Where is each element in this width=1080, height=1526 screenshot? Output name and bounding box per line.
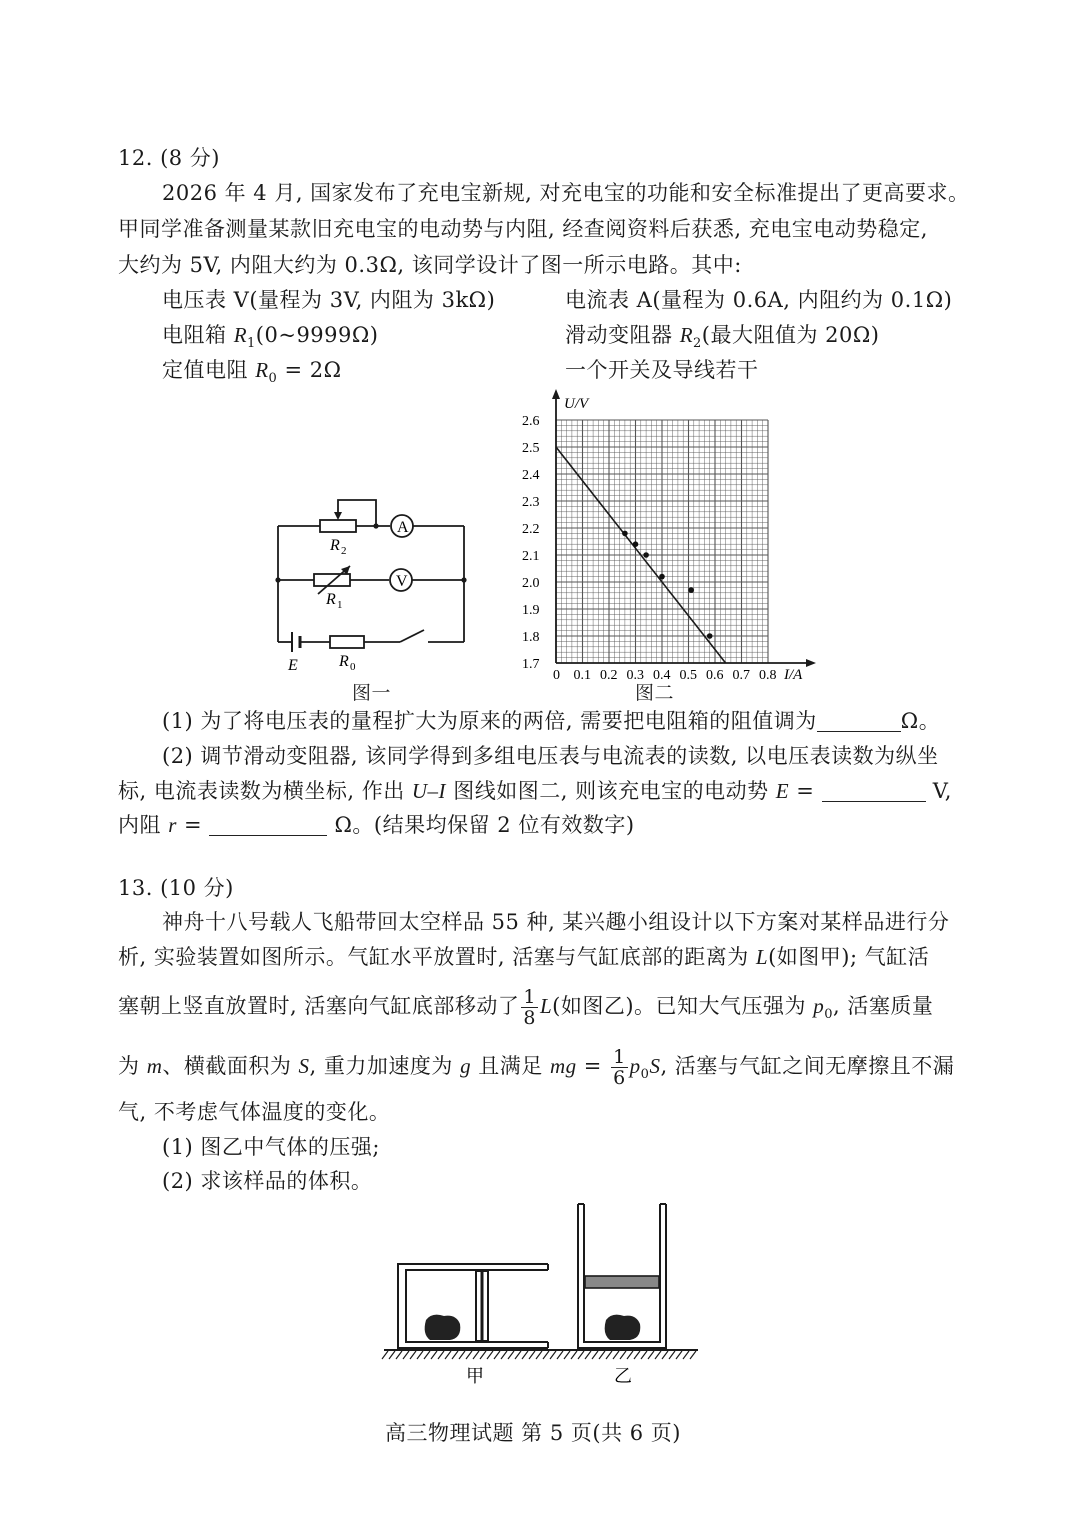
q13-sub2: (2) 求该样品的体积。: [162, 1169, 373, 1193]
x-tick-label: 0.7: [732, 668, 750, 683]
x-tick-label: 0.8: [759, 668, 777, 683]
y-tick-label: 1.7: [522, 657, 540, 672]
q12-sub2-line3: 内阻 r = Ω。(结果均保留 2 位有效数字): [118, 813, 635, 837]
x-axis-label: I/A: [784, 667, 803, 683]
q12-para2: 甲同学准备测量某款旧充电宝的电动势与内阻, 经查阅资料后获悉, 充电宝电动势稳定,: [118, 217, 928, 241]
cylinder-figure: [380, 1200, 710, 1395]
data-point: [659, 574, 665, 580]
rheostat-r2-symbol: [320, 520, 356, 532]
q12-heading: 12. (8 分): [118, 146, 220, 170]
y-tick-label: 2.4: [522, 468, 540, 483]
answer-blank-resistance[interactable]: [817, 709, 901, 732]
sample-jia: [425, 1315, 461, 1340]
data-point: [622, 531, 628, 537]
y-tick-label: 2.6: [522, 414, 540, 429]
y-axis-label: U/V: [564, 396, 589, 412]
r0-sub: 0: [350, 661, 356, 673]
y-tick-label: 2.5: [522, 441, 540, 456]
fig2-caption: 图二: [635, 682, 675, 704]
fig-jia-label: 甲: [466, 1366, 484, 1386]
x-tick-label: 0.3: [626, 668, 644, 683]
fig-yi-label: 乙: [614, 1366, 632, 1386]
q12-sub2-line2: 标, 电流表读数为横坐标, 作出 U–I 图线如图二, 则该充电宝的电动势 E = V,: [118, 779, 952, 803]
q12-para1: 2026 年 4 月, 国家发布了充电宝新规, 对充电宝的功能和安全标准提出了更高要求。: [162, 181, 970, 205]
data-point: [633, 541, 639, 547]
q13-para3: 塞朝上竖直放置时, 活塞向气缸底部移动了 $\frac{1}{8}$ L(如图乙)。已知大气压强为 $p_0$, 活塞质量: [118, 986, 934, 1029]
voltmeter-label: V: [396, 573, 408, 590]
r1-label: R: [326, 591, 336, 608]
r1-sub: 1: [337, 599, 343, 611]
y-tick-label: 2.1: [522, 549, 540, 564]
y-tick-label: 1.9: [522, 603, 540, 618]
ground-hatch: [382, 1351, 696, 1359]
x-tick-label: 0.2: [600, 668, 618, 683]
y-tick-label: 1.8: [522, 630, 540, 645]
cylinder-jia: [398, 1264, 548, 1348]
y-tick-label: 2.0: [522, 576, 540, 591]
q13-para4: 为 m、横截面积为 S, 重力加速度为 g 且满足 mg = $\frac{1}{6}$ $p_0S$, 活塞与气缸之间无摩擦且不漏: [118, 1046, 955, 1089]
switch-symbol: [400, 630, 424, 642]
fraction-one-sixth: $\frac{1}{6}$: [613, 1046, 626, 1089]
emf-label: E: [288, 657, 298, 674]
r2-label: R: [330, 537, 340, 554]
ui-chart: [520, 385, 820, 685]
q12-para3: 大约为 5V, 内阻大约为 0.3Ω, 该同学设计了图一所示电路。其中:: [118, 253, 742, 277]
q12-sub2-line1: (2) 调节滑动变阻器, 该同学得到多组电压表与电流表的读数, 以电压表读数为纵坐: [162, 744, 939, 768]
q13-para2: 析, 实验装置如图所示。气缸水平放置时, 活塞与气缸底部的距离为 L(如图甲); 气缸活: [118, 945, 930, 969]
x-axis-arrow: [806, 659, 816, 667]
fraction-one-eighth: $\frac{1}{8}$: [523, 986, 536, 1029]
equip-ammeter: 电流表 A(量程为 0.6A, 内阻约为 0.1Ω): [565, 288, 953, 312]
y-tick-label: 2.3: [522, 495, 540, 510]
q13-para1: 神舟十八号载人飞船带回太空样品 55 种, 某兴趣小组设计以下方案对某样品进行分: [162, 910, 950, 934]
r0-label: R: [339, 653, 349, 670]
equip-switch: 一个开关及导线若干: [565, 358, 759, 382]
page-footer: 高三物理试题 第 5 页(共 6 页): [385, 1421, 681, 1445]
x-tick-label: 0.6: [706, 668, 724, 683]
q12-sub1: (1) 为了将电压表的量程扩大为原来的两倍, 需要把电阻箱的阻值调为 Ω。: [162, 709, 941, 733]
x-tick-label: 0: [553, 668, 560, 683]
circuit-diagram: [262, 490, 482, 700]
equip-resistance-box: 电阻箱 $R_1(0\sim 9999\Omega)$: [162, 323, 379, 352]
answer-blank-internal-resistance[interactable]: [209, 813, 327, 836]
q13-heading: 13. (10 分): [118, 876, 234, 900]
data-point: [688, 587, 694, 593]
q13-sub1: (1) 图乙中气体的压强;: [162, 1135, 380, 1159]
resistance-box-r1-symbol: [314, 574, 350, 586]
x-tick-label: 0.1: [573, 668, 591, 683]
ammeter-label: A: [397, 519, 409, 536]
y-tick-label: 2.2: [522, 522, 540, 537]
equip-rheostat: 滑动变阻器 $R_2$(最大阻值为 20Ω): [565, 323, 880, 352]
y-axis-arrow: [552, 389, 560, 399]
q13-para5: 气, 不考虑气体温度的变化。: [118, 1100, 391, 1124]
data-point: [643, 552, 649, 558]
answer-blank-emf[interactable]: [822, 779, 926, 802]
r2-sub: 2: [341, 545, 347, 557]
x-tick-label: 0.5: [679, 668, 697, 683]
equip-voltmeter: 电压表 V(量程为 3V, 内阻为 3kΩ): [162, 288, 496, 312]
x-tick-label: 0.4: [653, 668, 671, 683]
piston-yi: [585, 1276, 659, 1288]
fig1-caption: 图一: [352, 682, 392, 704]
data-point: [707, 633, 713, 639]
chart-grid: [556, 420, 768, 663]
fixed-resistor-r0-symbol: [330, 636, 364, 648]
sample-yi: [605, 1315, 641, 1340]
equip-fixed-resistor: 定值电阻 $R_0 = 2\Omega$: [162, 358, 342, 387]
